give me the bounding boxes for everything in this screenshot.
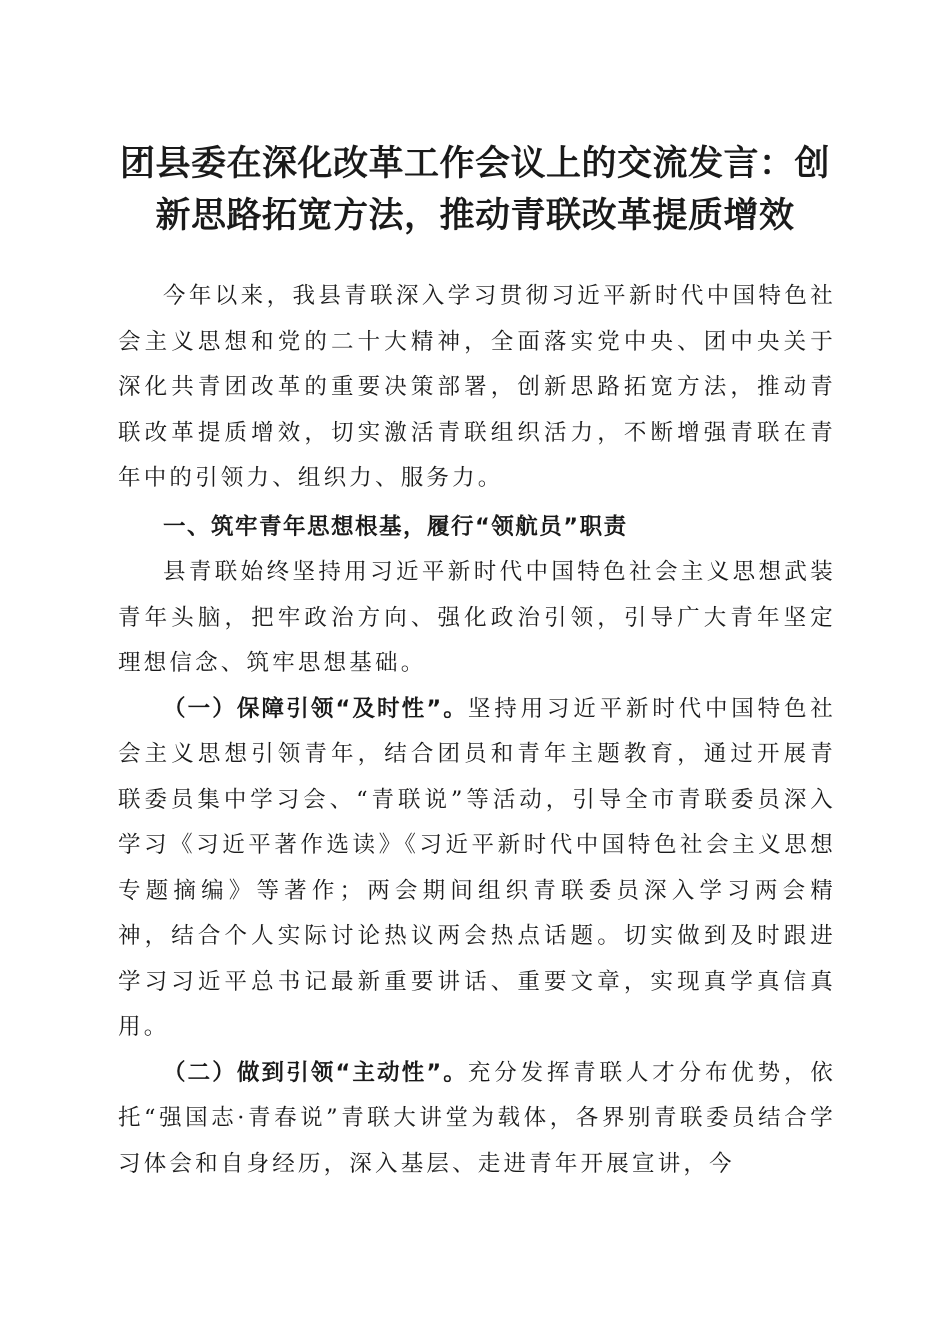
- document-title: [100, 138, 850, 242]
- subsection-1-text: 坚持用习近平新时代中国特色社会主义思想引领青年，结合团员和青年主题教育，通过开展青联委员集中学习会、“青联说”等活动，引导全市青联委员深入学习《习近平著作选读》《习近平新时代中国特色社会主义思想专题摘编》等著作；两会期间组织青联委员深入学习两会精神，结合个人实际讨论热议两会热点话题。切实做到及时跟进学习习近平总书记最新重要讲话、重要文章，实现真学真信真用。: [118, 695, 836, 1040]
- title-line-1: 团县委在深化改革工作会议上的交流发言：创: [119, 143, 830, 184]
- document-body: [118, 274, 836, 1187]
- subsection-1-lead: （一）保障引领“及时性”。: [163, 695, 468, 722]
- subsection-1-paragraph: [118, 687, 836, 1051]
- subsection-2-paragraph: [118, 1051, 836, 1188]
- intro-paragraph: 今年以来，我县青联深入学习贯彻习近平新时代中国特色社会主义思想和党的二十大精神，全面落实党中央、团中央关于深化共青团改革的重要决策部署，创新思路拓宽方法，推动青联改革提质增效，切实激活青联组织活力，不断增强青联在青年中的引领力、组织力、服务力。: [118, 283, 836, 491]
- subsection-2-text: 充分发挥青联人才分布优势，依托“强国志·青春说”青联大讲堂为载体，各界别青联委员结合学习体会和自身经历，深入基层、走进青年开展宣讲，今: [118, 1059, 836, 1177]
- title-line-2: 新思路拓宽方法，推动青联改革提质增效: [155, 195, 795, 236]
- subsection-2-lead: （二）做到引领“主动性”。: [163, 1059, 468, 1086]
- section-heading-1: 一、筑牢青年思想根基，履行“领航员”职责: [163, 513, 628, 540]
- section-1-paragraph: 县青联始终坚持用习近平新时代中国特色社会主义思想武装青年头脑，把牢政治方向、强化政治引领，引导广大青年坚定理想信念、筑牢思想基础。: [118, 559, 836, 676]
